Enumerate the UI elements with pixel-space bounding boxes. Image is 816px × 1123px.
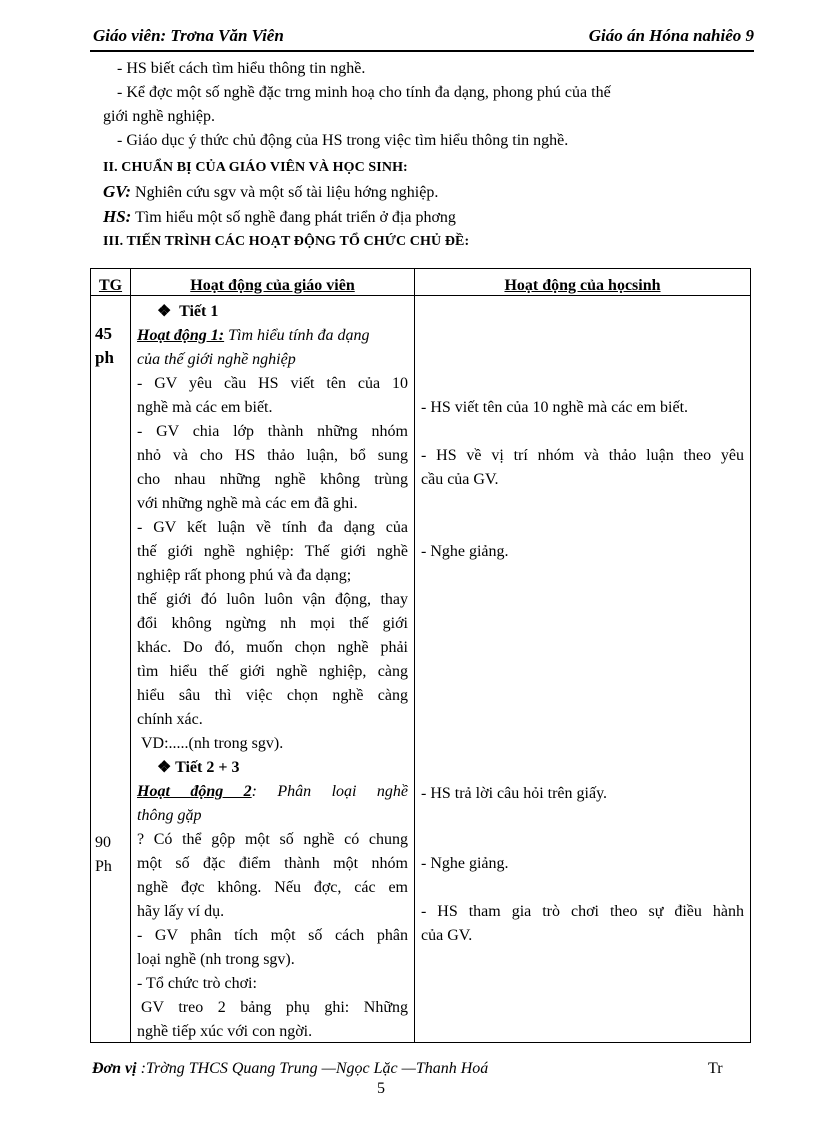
example-text: VD:.....(nh trong sgv). <box>141 735 284 752</box>
student-text: - Nghe giảng. <box>421 543 509 560</box>
gv-label: GV: <box>103 182 132 201</box>
teacher-text: - GV kết luận về tính đa dạng của <box>137 519 408 536</box>
student-text: - Nghe giảng. <box>421 855 509 872</box>
objective-line: - Kể đợc một số nghề đặc trng minh hoạ cho tính đa dạng, phong phú của thế <box>117 84 611 101</box>
teacher-text: ? Có thể gộp một số nghề có chung <box>137 831 408 848</box>
activity-label: Hoạt động 1: <box>137 327 225 344</box>
unit-label: Đơn vị <box>92 1060 137 1077</box>
teacher-text: đổi không ngừng nh mọi thế giới <box>137 615 408 632</box>
diamond-bullet-icon: ❖ <box>157 303 172 320</box>
objective-line: - HS biết cách tìm hiểu thông tin nghề. <box>117 60 366 77</box>
teacher-name: Giáo viên: Trơna Văn Viên <box>93 26 284 45</box>
tg-value: 90 <box>95 834 111 851</box>
tg-unit: ph <box>95 348 114 367</box>
teacher-prep <box>103 180 743 205</box>
teacher-text: khác. Do đó, muốn chọn nghề phải <box>137 639 408 656</box>
activity-title-cont: thông gặp <box>137 807 202 824</box>
lesson-title: Tiết 2 + 3 <box>175 759 240 776</box>
student-text: - HS tham gia trò chơi theo sự điều hành <box>421 903 744 920</box>
student-prep <box>103 205 743 230</box>
hs-label: HS: <box>103 207 132 226</box>
activity-title-cont: của thế giới nghề nghiệp <box>137 351 296 368</box>
teacher-text: - GV chia lớp thành những nhóm <box>137 423 408 440</box>
activity-label: Hoạt động 2 <box>137 783 252 800</box>
student-text: - HS trả lời câu hỏi trên giấy. <box>421 785 608 802</box>
teacher-text: một số đặc điểm thành một nhóm <box>137 855 408 872</box>
col-header-student: Hoạt động của họcsinh <box>415 269 751 296</box>
page-header <box>93 24 754 46</box>
teacher-text: nghề tiếp xúc với con ngời. <box>137 1023 313 1040</box>
activity-heading <box>137 324 408 348</box>
section-title: III. TIẾN TRÌNH CÁC HOẠT ĐỘNG TỔ CHỨC CHỦ ĐỀ: <box>103 234 470 249</box>
activity-heading <box>137 780 408 804</box>
preparation-section <box>103 156 743 254</box>
student-activity-cell <box>415 296 751 1043</box>
diamond-bullet-icon: ❖ <box>157 759 172 776</box>
document-title: Giáo án Hóna nahiêo 9 <box>588 26 754 45</box>
table-header-row <box>91 269 751 296</box>
tg-cell <box>91 296 131 1043</box>
footer-tr: Tr <box>708 1060 723 1077</box>
col-header-tg: TG <box>91 269 131 296</box>
hs-text: Tìm hiểu một số nghề đang phát triển ở địa phơng <box>135 209 456 226</box>
tg-unit: Ph <box>95 858 112 875</box>
page-footer <box>92 1060 488 1078</box>
teacher-text: thế giới đó luôn luôn vận động, thay <box>137 591 408 608</box>
lesson-plan-table <box>90 268 751 1043</box>
student-text: - HS viết tên của 10 nghề mà các em biết. <box>421 399 689 416</box>
unit-text: :Trờng THCS Quang Trung —Ngọc Lặc —Thanh Hoá <box>136 1060 489 1077</box>
teacher-text: GV treo 2 bảng phụ ghi: Những <box>141 999 408 1016</box>
activity-title: : Phân loại nghề <box>251 783 408 800</box>
objective-line: giới nghề nghiệp. <box>103 108 215 125</box>
teacher-text: nghề đợc không. Nếu đợc, các em <box>137 879 408 896</box>
teacher-text: nghiệp rất phong phú và đa dạng; <box>137 567 352 584</box>
teacher-text: cho nhau những nghề không trùng <box>137 471 408 488</box>
lesson-heading <box>157 300 408 324</box>
teacher-text: - Tổ chức trò chơi: <box>137 975 257 992</box>
teacher-text: thế giới nghề nghiệp: Thế giới nghề <box>137 543 408 560</box>
gv-text: Nghiên cứu sgv và một số tài liệu hớng nghiệp. <box>135 184 439 201</box>
objectives <box>103 57 743 153</box>
section-title: II. CHUẨN BỊ CỦA GIÁO VIÊN VÀ HỌC SINH: <box>103 160 408 175</box>
teacher-text: với những nghề mà các em đã ghi. <box>137 495 358 512</box>
header-divider <box>90 50 754 52</box>
lesson-title: Tiết 1 <box>179 303 219 320</box>
teacher-text: hãy lấy ví dụ. <box>137 903 225 920</box>
teacher-text: nghề mà các em biết. <box>137 399 273 416</box>
teacher-text: tìm hiểu thế giới nghề nghiệp, càng <box>137 663 408 680</box>
table-row <box>91 296 751 1043</box>
student-text: - HS về vị trí nhóm và thảo luận theo yêu <box>421 447 744 464</box>
page-number: 5 <box>377 1080 385 1097</box>
student-text: cầu của GV. <box>421 471 499 488</box>
tg-value: 45 <box>95 324 112 343</box>
teacher-text: hiểu sâu thì việc chọn nghề càng <box>137 687 408 704</box>
teacher-text: - GV yêu cầu HS viết tên của 10 <box>137 375 408 392</box>
lesson-heading <box>157 756 408 780</box>
teacher-text: chính xác. <box>137 711 203 728</box>
teacher-text: loại nghề (nh trong sgv). <box>137 951 295 968</box>
col-header-teacher: Hoạt động của giáo viên <box>131 269 415 296</box>
activity-title: Tìm hiểu tính đa dạng <box>224 327 370 344</box>
student-text: của GV. <box>421 927 473 944</box>
objective-line: - Giáo dục ý thức chủ động của HS trong việc tìm hiểu thông tin nghề. <box>117 132 569 149</box>
teacher-text: nhỏ và cho HS thảo luận, bổ sung <box>137 447 408 464</box>
teacher-activity-cell <box>131 296 415 1043</box>
teacher-text: - GV phân tích một số cách phân <box>137 927 408 944</box>
